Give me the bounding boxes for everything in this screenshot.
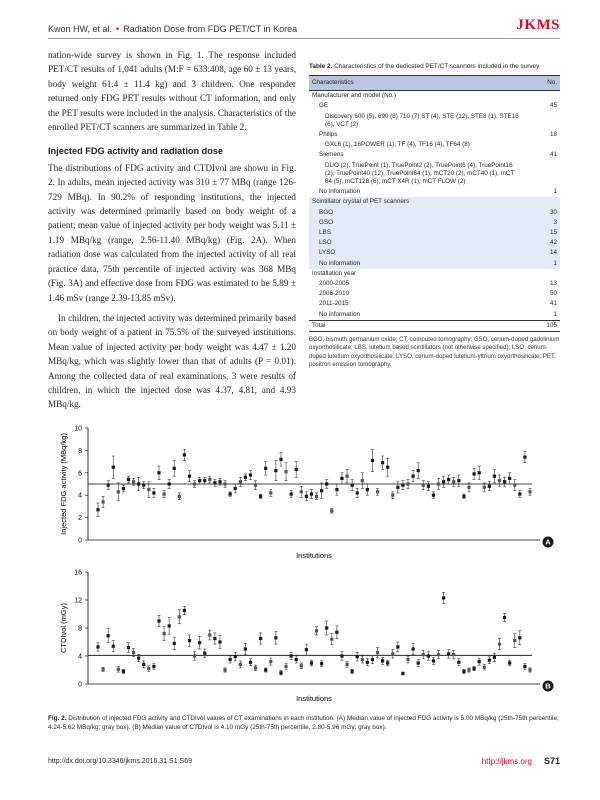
data-point <box>371 459 374 462</box>
table-cell-count: 41 <box>549 151 557 159</box>
data-point <box>239 480 242 483</box>
figure-2 <box>48 420 560 704</box>
data-point <box>442 480 445 483</box>
data-point <box>330 509 333 512</box>
table <box>309 75 560 332</box>
data-point <box>229 492 232 495</box>
data-point <box>396 486 399 489</box>
data-point <box>300 490 303 493</box>
table-row <box>309 218 560 228</box>
data-point <box>518 492 521 495</box>
data-point <box>208 633 211 636</box>
figure-2-chart <box>48 420 560 704</box>
table-cell-label: Installation year <box>312 269 357 277</box>
data-point <box>345 663 348 666</box>
data-point <box>447 652 450 655</box>
data-point <box>462 495 465 498</box>
table-header-row <box>309 76 560 91</box>
data-point <box>422 653 425 656</box>
table-row <box>309 259 560 269</box>
table-cell-label: 2011-2015 <box>319 300 349 308</box>
data-point <box>213 481 216 484</box>
table-cell-label: DUO (2), TruePoint (1), TruePoint2 (2), TruePoint6 (4), TruePoint16 (2), TruePoint40 (12), TruePoint64 (1), mCT20 (2), mCT40 (1), mCT 64 (5), mCT128 (6), mCT X4R (1), mCT FLOW (2) <box>325 161 515 186</box>
data-point <box>386 466 389 469</box>
data-point <box>203 479 206 482</box>
table-cell-label: No information <box>319 188 360 196</box>
data-point <box>254 484 257 487</box>
data-point <box>513 639 516 642</box>
y-tick-label: 4 <box>78 653 82 661</box>
table-row <box>309 91 560 102</box>
table-cell-count: 18 <box>549 131 557 139</box>
table-cell-count <box>524 91 560 102</box>
data-point <box>137 482 140 485</box>
data-point <box>259 495 262 498</box>
data-point <box>427 485 430 488</box>
data-point <box>284 470 287 473</box>
panel-letter: A <box>545 537 551 547</box>
data-point <box>188 475 191 478</box>
data-point <box>356 655 359 658</box>
table-cell-count: 14 <box>524 248 560 258</box>
data-point <box>503 616 506 619</box>
data-point <box>406 658 409 661</box>
data-point <box>330 638 333 641</box>
left-column <box>48 48 296 412</box>
data-point <box>427 654 430 657</box>
table-row <box>309 269 560 279</box>
data-point <box>183 453 186 456</box>
data-point <box>249 473 252 476</box>
data-point <box>478 471 481 474</box>
data-point <box>229 658 232 661</box>
y-tick-label: 8 <box>78 625 82 633</box>
col-header-no: No. <box>524 76 560 91</box>
paragraph-3: In children, the injected activity was determined primarily based on body weight of a patient in 75.5% of the surveyed institutions. Mean value of injected activity per body weight was 4.47 ± 1.20 MBq/kg, which was slightly lower than that of adults (P = 0.01). Among the collected data of real examinations, 3 were results of children, in which the injected dose was 4.37, 4.81, and 4.93 MBq/kg. <box>48 312 296 410</box>
paragraph-2: The distributions of FDG activity and CTDIvol are shown in Fig. 2. In adults, mean injected activity was 310 ± 77 MBq (range 126-729 MBq). In 90.2% of responding institutions, the injected activity was determined primarily based on body weight of a patient; mean value of injected activity per body weight was 5.11 ± 1.19 MBq/kg (range, 2.56-11.40 MBq/kg) (Fig. 2A). When radiation dose was calculated from the injected activity of all real practice data, 75th percentile of injected activity was 368 MBq (Fig. 3A) and effective dose from FDG was estimated to be 5.89 ± 1.46 mSv (range 2.39-13.85 mSv). <box>48 162 296 303</box>
data-point <box>498 643 501 646</box>
table-cell-label: No information <box>309 259 524 269</box>
data-point <box>168 482 171 485</box>
data-point <box>290 492 293 495</box>
y-axis-label: Injected FDG activity (MBq/kg) <box>59 433 68 535</box>
data-point <box>244 476 247 479</box>
data-point <box>101 500 104 503</box>
y-tick-label: 10 <box>74 425 82 433</box>
table-row <box>309 248 560 258</box>
data-point <box>310 661 313 664</box>
data-point <box>107 484 110 487</box>
data-point <box>162 632 165 635</box>
table-cell-count <box>524 269 560 279</box>
data-point <box>173 642 176 645</box>
data-point <box>503 480 506 483</box>
running-authors: Kwon HW, et al. <box>48 24 113 34</box>
y-tick-label: 12 <box>74 597 82 605</box>
data-point <box>406 482 409 485</box>
table-footnote: BGO, bismuth germanium oxide; CT, computed tomography; GSO, cerium-doped gadolinium oxyorthosilicate; LBS, lutetium based scintillators (not otherwise specified); LSO, cerium-doped lutetium oxyorthosilicate; LYSO, cerium-doped lutetium-yttrium oxyorthosilicate; PET, positron emission tomography. <box>309 336 560 369</box>
total-count: 105 <box>524 320 560 331</box>
data-point <box>96 508 99 511</box>
data-point <box>391 494 394 497</box>
data-point <box>391 652 394 655</box>
data-point <box>320 489 323 492</box>
data-point <box>234 655 237 658</box>
data-point <box>528 668 531 671</box>
table-cell-label: GE <box>319 102 329 110</box>
data-point <box>310 492 313 495</box>
y-tick-label: 0 <box>78 537 82 545</box>
table-caption-label: Table 2. <box>309 63 333 70</box>
table-cell-label: Philips <box>319 131 338 139</box>
table-cell-count <box>524 140 560 150</box>
data-point <box>112 466 115 469</box>
data-point <box>376 490 379 493</box>
data-point <box>457 479 460 482</box>
data-point <box>193 654 196 657</box>
data-point <box>508 661 511 664</box>
data-point <box>274 636 277 639</box>
data-point <box>523 456 526 459</box>
y-tick-label: 0 <box>78 681 82 689</box>
running-header <box>48 14 560 34</box>
panel-a <box>59 426 554 561</box>
data-point <box>417 469 420 472</box>
data-point <box>132 480 135 483</box>
data-point <box>137 657 140 660</box>
data-point <box>315 629 318 632</box>
data-point <box>457 661 460 664</box>
data-point <box>295 468 298 471</box>
data-point <box>320 662 323 665</box>
data-point <box>112 645 115 648</box>
bullet-icon: • <box>116 24 120 34</box>
panel-letter: B <box>545 681 551 691</box>
page-number: S71 <box>543 756 560 766</box>
table-row <box>309 208 560 218</box>
data-point <box>152 665 155 668</box>
data-point <box>447 478 450 481</box>
table-row <box>309 238 560 248</box>
data-point <box>483 666 486 669</box>
data-point <box>127 646 130 649</box>
table-cell-count: 1 <box>524 259 560 269</box>
data-point <box>223 668 226 671</box>
data-point <box>239 663 242 666</box>
data-point <box>117 490 120 493</box>
data-point <box>345 475 348 478</box>
y-tick-label: 4 <box>78 492 82 500</box>
data-point <box>442 596 445 599</box>
data-point <box>213 637 216 640</box>
data-point <box>371 658 374 661</box>
table-row <box>309 279 560 289</box>
data-point <box>122 670 125 673</box>
table-row <box>309 130 560 140</box>
doi-link[interactable]: http://dx.doi.org/10.3346/jkms.2016.31.S1.S69 <box>48 757 192 765</box>
paragraph-1: nation-wide survey is shown in Fig. 1. The response included PET/CT results of 1,041 adults (M:F = 633:408, age 60 ± 13 years, body weight 61.4 ± 11.4 kg) and 3 children. One responder returned only FDG PET results without CT information, and only the PET results were included in the analysis. Characteristics of the enrolled PET/CT scanners are summarized in Table 2. <box>48 50 296 133</box>
table-row <box>309 310 560 321</box>
data-point <box>412 475 415 478</box>
data-point <box>193 482 196 485</box>
data-point <box>168 624 171 627</box>
table-caption-text: Characteristics of the dedicated PET/CT scanners included in the survey <box>334 63 540 70</box>
table-cell-count <box>524 197 560 207</box>
x-axis-label: Institutions <box>296 694 332 703</box>
data-point <box>478 660 481 663</box>
table-cell-label: Siemens <box>319 151 344 159</box>
data-point <box>361 479 364 482</box>
table-cell-label: Discovery 600 (5), 690 (8) 710 (7) ST (4), STE (12), STE8 (1), STE16 (6), VCT (2) <box>325 112 519 128</box>
data-point <box>498 479 501 482</box>
data-point <box>401 484 404 487</box>
data-point <box>493 656 496 659</box>
data-point <box>279 671 282 674</box>
data-point <box>142 663 145 666</box>
y-axis-label: CTDIvol (mGy) <box>59 603 68 653</box>
data-point <box>335 631 338 634</box>
data-point <box>223 482 226 485</box>
data-point <box>361 658 364 661</box>
table-row <box>309 197 560 207</box>
data-point <box>127 478 130 481</box>
data-point <box>467 486 470 489</box>
table-cell-count: 1 <box>553 310 557 318</box>
data-point <box>198 641 201 644</box>
data-point <box>432 494 435 497</box>
journal-logo: JKMS <box>516 17 560 33</box>
data-point <box>401 672 404 675</box>
data-point <box>218 640 221 643</box>
data-point <box>259 637 262 640</box>
data-point <box>340 477 343 480</box>
data-point <box>452 653 455 656</box>
data-point <box>157 471 160 474</box>
data-point <box>493 475 496 478</box>
data-point <box>432 659 435 662</box>
data-point <box>132 651 135 654</box>
table-row <box>309 289 560 299</box>
section-heading: Injected FDG activity and radiation dose <box>48 146 224 157</box>
data-point <box>381 461 384 464</box>
table-total-row <box>309 320 560 331</box>
table-cell-count: 13 <box>549 280 557 288</box>
data-point <box>381 659 384 662</box>
data-point <box>290 654 293 657</box>
data-point <box>117 668 120 671</box>
table-cell-count <box>524 112 560 130</box>
data-point <box>422 484 425 487</box>
table-caption <box>309 62 560 71</box>
data-point <box>483 486 486 489</box>
data-point <box>417 661 420 664</box>
data-point <box>488 485 491 488</box>
data-point <box>162 492 165 495</box>
data-point <box>462 670 465 673</box>
data-point <box>198 479 201 482</box>
table-row <box>309 150 560 160</box>
y-tick-label: 2 <box>78 515 82 523</box>
data-point <box>472 472 475 475</box>
data-point <box>178 495 181 498</box>
table-cell-count: 1 <box>553 188 557 196</box>
data-point <box>274 469 277 472</box>
data-point <box>340 654 343 657</box>
data-point <box>244 647 247 650</box>
data-point <box>335 488 338 491</box>
data-point <box>264 668 267 671</box>
table-row <box>309 112 560 130</box>
table-cell-count: 42 <box>524 238 560 248</box>
table-cell-count <box>524 161 560 188</box>
table-2 <box>309 62 560 370</box>
data-point <box>269 660 272 663</box>
data-point <box>122 487 125 490</box>
data-point <box>264 467 267 470</box>
table-body <box>309 91 560 332</box>
data-point <box>412 647 415 650</box>
data-point <box>305 648 308 651</box>
y-tick-label: 16 <box>74 569 82 577</box>
data-point <box>101 668 104 671</box>
data-point <box>249 661 252 664</box>
table-row <box>309 101 560 111</box>
table-cell-label: 2006-2010 <box>319 290 350 298</box>
data-point <box>157 619 160 622</box>
table-cell-count: 30 <box>524 208 560 218</box>
data-point <box>351 670 354 673</box>
running-title: Radiation Dose from FDG PET/CT in Korea <box>123 24 298 34</box>
data-point <box>351 484 354 487</box>
table-cell-label: LYSO <box>309 248 524 258</box>
table-cell-label: GSO <box>309 218 524 228</box>
header-rule <box>48 38 560 39</box>
data-point <box>142 484 145 487</box>
table-cell-label: No information <box>319 310 360 318</box>
data-point <box>366 661 369 664</box>
x-axis-label: Institutions <box>296 551 332 560</box>
data-point <box>147 488 150 491</box>
data-point <box>208 478 211 481</box>
data-point <box>295 658 298 661</box>
data-point <box>513 484 516 487</box>
table-row <box>309 161 560 188</box>
data-point <box>508 477 511 480</box>
data-point <box>523 665 526 668</box>
running-head <box>48 24 297 34</box>
data-point <box>107 634 110 637</box>
page-footer <box>48 756 560 766</box>
data-point <box>518 636 521 639</box>
table-cell-count: 3 <box>524 218 560 228</box>
table-row <box>309 299 560 309</box>
table-row <box>309 140 560 150</box>
data-point <box>452 480 455 483</box>
data-point <box>528 490 531 493</box>
data-point <box>472 667 475 670</box>
data-point <box>269 491 272 494</box>
table-cell-label: Scintillator crystal of PET scanners <box>309 197 524 207</box>
data-point <box>284 665 287 668</box>
figure-caption-b: (B) Median value of CTDIvol is 4.10 mGy (25th-75th percentile, 2.80-5.96 mGy; gray box). <box>132 724 387 731</box>
data-point <box>315 495 318 498</box>
table-cell-label: LBS <box>309 228 524 238</box>
data-point <box>279 458 282 461</box>
data-point <box>234 487 237 490</box>
y-tick-label: 6 <box>78 470 82 478</box>
data-point <box>356 491 359 494</box>
data-point <box>300 664 303 667</box>
table-cell-label: GXL6 (1), 16POWER (1), TF (4), TF16 (4), TF64 (8) <box>325 141 470 149</box>
table-cell-label: BGO <box>309 208 524 218</box>
y-tick-label: 8 <box>78 447 82 455</box>
data-point <box>488 659 491 662</box>
data-point <box>467 668 470 671</box>
table-cell-label: LSO <box>309 238 524 248</box>
figure-caption <box>48 714 560 732</box>
data-point <box>325 626 328 629</box>
site-link[interactable]: http://jkms.org <box>481 757 532 766</box>
panel-b <box>59 570 554 704</box>
data-point <box>305 495 308 498</box>
data-point <box>147 667 150 670</box>
data-point <box>325 482 328 485</box>
data-point <box>183 609 186 612</box>
data-point <box>152 491 155 494</box>
data-point <box>203 652 206 655</box>
total-label: Total <box>309 320 524 331</box>
data-point <box>178 615 181 618</box>
data-point <box>437 653 440 656</box>
data-point <box>386 661 389 664</box>
data-point <box>96 645 99 648</box>
data-point <box>437 482 440 485</box>
figure-caption-label: Fig. 2. <box>48 715 67 722</box>
col-header-characteristics: Characteristics <box>309 76 524 91</box>
data-point <box>376 651 379 654</box>
table-cell-label: 2000-2005 <box>319 280 350 288</box>
data-point <box>396 645 399 648</box>
table-cell-count: 50 <box>549 290 557 298</box>
table-cell-count: 15 <box>524 228 560 238</box>
table-cell-label: Manufacturer and model (No.) <box>312 92 396 100</box>
data-point <box>218 480 221 483</box>
table-row <box>309 228 560 238</box>
data-point <box>254 666 257 669</box>
table-cell-count: 45 <box>549 102 557 110</box>
table-row <box>309 187 560 197</box>
data-point <box>173 467 176 470</box>
table-cell-count: 41 <box>549 300 557 308</box>
figure-caption-a: Distribution of injected FDG activity and CTDIvol values of CT examinations in each institution. (A) Median value of injected FDG activity is 5.00 MBq/kg (25th-75th percentile, 4.24-5.62 MBq/kg; gray box). <box>48 715 559 731</box>
data-point <box>366 488 369 491</box>
data-point <box>188 639 191 642</box>
